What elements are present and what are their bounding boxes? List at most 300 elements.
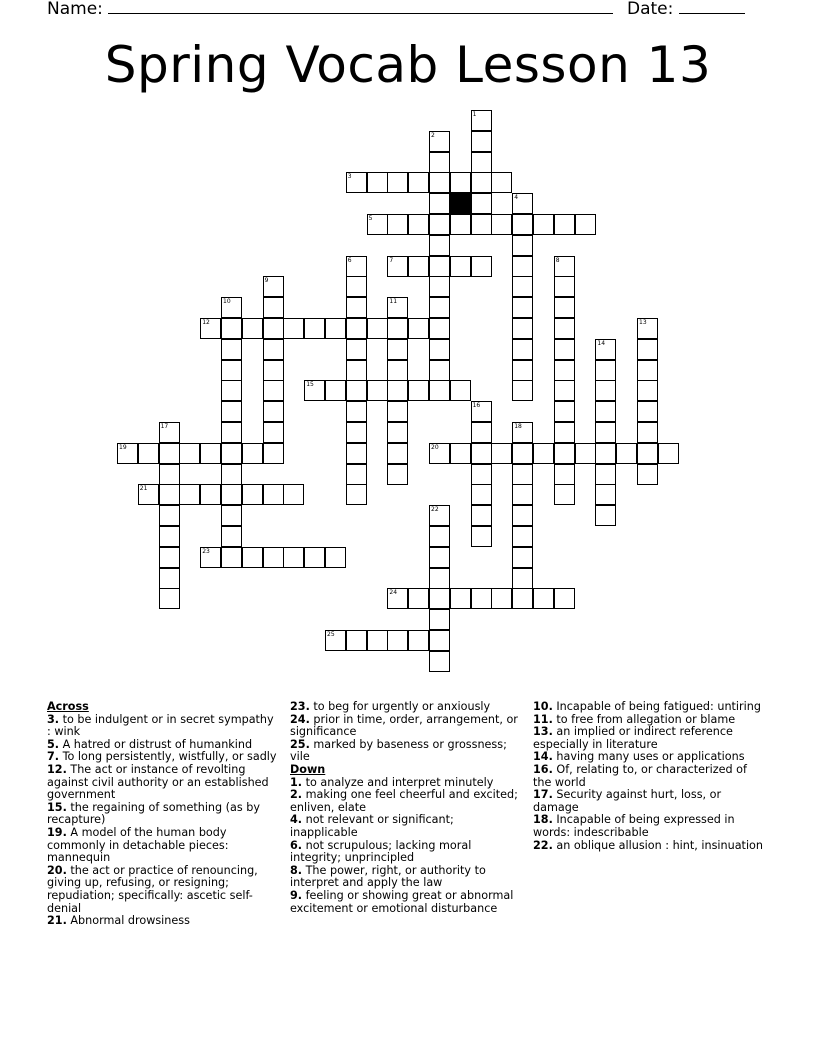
grid-cell[interactable] (387, 422, 408, 443)
grid-cell[interactable] (429, 235, 450, 256)
grid-cell[interactable] (595, 464, 616, 485)
clue-number: 9 (264, 277, 269, 285)
grid-cell[interactable] (138, 484, 159, 505)
grid-cell[interactable] (450, 172, 471, 193)
clue-number: 5 (368, 215, 373, 222)
clue-item-text: A hatred or distrust of humankind (59, 737, 253, 751)
clue-item-text: the regaining of something (as by recapture) (47, 800, 261, 827)
grid-cell[interactable] (346, 464, 367, 485)
grid-cell[interactable] (304, 380, 325, 401)
clue-item-text: Abnormal drowsiness (66, 914, 190, 928)
clue-item-text: the act or practice of renouncing, giving up, refusing, or resigning; repudiation; specifically: ascetic self-denial (47, 863, 258, 915)
grid-cell[interactable] (512, 276, 533, 297)
grid-cell[interactable] (554, 588, 575, 609)
grid-cell[interactable] (450, 588, 471, 609)
grid-cell[interactable] (637, 422, 658, 443)
grid-cell[interactable] (554, 256, 575, 277)
grid-cell[interactable] (159, 443, 180, 464)
grid-cell[interactable] (637, 443, 658, 464)
clue-number: 8 (555, 256, 560, 264)
grid-cell[interactable] (595, 505, 616, 526)
grid-cell[interactable] (367, 214, 388, 235)
grid-cell[interactable] (450, 256, 471, 277)
grid-cell[interactable] (554, 276, 575, 297)
grid-cell[interactable] (595, 484, 616, 505)
clue-number: 14 (597, 339, 606, 347)
clue-item-text: Of, relating to, or characterized of the world (533, 762, 747, 789)
grid-cell[interactable] (429, 380, 450, 401)
grid-cell[interactable] (533, 588, 554, 609)
name-label: Name: (47, 0, 103, 19)
grid-cell[interactable] (263, 401, 284, 422)
grid-cell[interactable] (346, 318, 367, 339)
grid-cell[interactable] (200, 318, 221, 339)
clue-item (47, 827, 279, 865)
grid-cell[interactable] (408, 214, 429, 235)
clue-number: 18 (514, 423, 522, 430)
grid-cell[interactable] (429, 193, 450, 214)
grid-cell[interactable] (471, 484, 492, 505)
grid-cell[interactable] (387, 443, 408, 464)
grid-cell[interactable] (429, 131, 450, 152)
clue-number: 22 (431, 506, 439, 514)
grid-cell[interactable] (595, 339, 616, 360)
clue-item-number: 17. (533, 788, 553, 802)
grid-cell[interactable] (595, 380, 616, 401)
clue-item-number: 23. (290, 700, 310, 713)
grid-cell[interactable] (387, 630, 408, 651)
grid-cell[interactable] (346, 630, 367, 651)
clues-column-1 (47, 701, 279, 928)
grid-cell[interactable] (512, 193, 533, 214)
clue-number: 13 (639, 319, 647, 326)
grid-cell[interactable] (512, 339, 533, 360)
grid-cell[interactable] (221, 297, 242, 318)
grid-cell[interactable] (221, 464, 242, 485)
clue-item-text: to analyze and interpret minutely (302, 775, 494, 789)
clue-item-text: A model of the human body commonly in detachable pieces: mannequin (47, 825, 229, 865)
grid-cell[interactable] (429, 526, 450, 547)
grid-cell[interactable] (387, 360, 408, 381)
grid-cell[interactable] (367, 318, 388, 339)
grid-cell[interactable] (159, 484, 180, 505)
clue-item-number: 19. (47, 825, 67, 839)
clue-item (47, 714, 279, 739)
grid-cell[interactable] (429, 214, 450, 235)
grid-cell[interactable] (429, 360, 450, 381)
clue-item-text: The act or instance of revolting against civil authority or an established government (47, 762, 269, 802)
clue-number: 11 (389, 298, 398, 306)
grid-cell[interactable] (512, 360, 533, 381)
grid-cell[interactable] (263, 276, 284, 297)
clue-item (533, 789, 765, 814)
grid-cell[interactable] (429, 276, 450, 297)
clue-number: 12 (202, 319, 210, 326)
grid-cell[interactable] (263, 443, 284, 464)
grid-cell[interactable] (429, 651, 450, 672)
clue-number: 10 (223, 298, 231, 306)
clue-item-text: to free from allegation or blame (552, 712, 736, 726)
clue-item (533, 764, 765, 789)
grid-cell[interactable] (408, 588, 429, 609)
grid-cell[interactable] (179, 484, 200, 505)
clue-item-text: making one feel cheerful and excited; enliven, elate (290, 788, 518, 814)
clue-item-number: 10. (533, 700, 553, 713)
grid-cell[interactable] (512, 464, 533, 485)
grid-cell[interactable] (408, 318, 429, 339)
clue-item-number: 14. (533, 750, 553, 764)
grid-cell[interactable] (554, 380, 575, 401)
grid-cell[interactable] (408, 630, 429, 651)
grid-cell[interactable] (450, 380, 471, 401)
grid-cell[interactable] (512, 443, 533, 464)
grid-cell[interactable] (512, 318, 533, 339)
grid-cell[interactable] (512, 380, 533, 401)
grid-cell[interactable] (387, 318, 408, 339)
grid-cell[interactable] (429, 588, 450, 609)
grid-cell[interactable] (471, 172, 492, 193)
grid-cell[interactable] (429, 505, 450, 526)
grid-cell[interactable] (387, 380, 408, 401)
grid-cell[interactable] (387, 401, 408, 422)
grid-cell[interactable] (408, 172, 429, 193)
grid-cell[interactable] (138, 443, 159, 464)
clue-item-number: 18. (533, 813, 553, 827)
grid-cell[interactable] (387, 339, 408, 360)
clue-item-text: not relevant or significant; inapplicable (290, 813, 454, 839)
grid-cell[interactable] (512, 297, 533, 318)
grid-cell[interactable] (429, 318, 450, 339)
grid-cell[interactable] (304, 547, 325, 568)
grid-cell[interactable] (491, 588, 512, 609)
clue-number: 15 (306, 381, 314, 389)
clue-item-number: 15. (47, 800, 67, 814)
grid-cell[interactable] (367, 172, 388, 193)
grid-cell[interactable] (346, 380, 367, 401)
grid-cell[interactable] (471, 214, 492, 235)
grid-cell[interactable] (512, 547, 533, 568)
grid-cell[interactable] (263, 547, 284, 568)
clue-item (290, 840, 522, 865)
clue-item-number: 4. (290, 813, 303, 827)
grid-cell[interactable] (387, 172, 408, 193)
clue-item-text: Incapable of being expressed in words: indescribable (533, 813, 735, 839)
clue-number: 19 (119, 443, 127, 451)
grid-cell[interactable] (346, 339, 367, 360)
grid-cell[interactable] (554, 401, 575, 422)
grid-cell[interactable] (263, 297, 284, 318)
grid-cell[interactable] (159, 588, 180, 609)
grid-cell[interactable] (346, 297, 367, 318)
grid-cell[interactable] (325, 318, 346, 339)
grid-cell[interactable] (346, 360, 367, 381)
grid-cell[interactable] (221, 443, 242, 464)
across-heading: Across (47, 700, 89, 713)
grid-cell[interactable] (263, 380, 284, 401)
clue-number: 6 (347, 256, 352, 264)
grid-cell[interactable] (200, 484, 221, 505)
clue-item-number: 11. (533, 712, 553, 726)
grid-cell[interactable] (658, 443, 679, 464)
grid-cell[interactable] (221, 484, 242, 505)
clue-item-text: not scrupulous; lacking moral integrity; unprincipled (290, 838, 472, 865)
clue-number: 17 (160, 423, 169, 430)
grid-cell[interactable] (637, 339, 658, 360)
grid-cell[interactable] (346, 484, 367, 505)
grid-cell[interactable] (471, 193, 492, 214)
clue-item (533, 814, 765, 839)
grid-cell[interactable] (387, 588, 408, 609)
clue-item (290, 714, 522, 739)
grid-cell[interactable] (512, 214, 533, 235)
grid-cell[interactable] (159, 422, 180, 443)
grid-cell[interactable] (471, 110, 492, 131)
clue-number: 4 (514, 194, 519, 202)
grid-cell[interactable] (450, 443, 471, 464)
grid-cell[interactable] (637, 318, 658, 339)
grid-cell[interactable] (637, 380, 658, 401)
down-heading: Down (290, 762, 326, 776)
clue-item-number: 6. (290, 838, 303, 852)
clue-item-number: 16. (533, 762, 553, 776)
grid-cell[interactable] (512, 505, 533, 526)
clue-item-number: 1. (290, 775, 303, 789)
grid-cell[interactable] (346, 256, 367, 277)
grid-cell[interactable] (283, 484, 304, 505)
clue-item-number: 2. (290, 788, 303, 802)
grid-cell[interactable] (263, 339, 284, 360)
clue-item-text: an oblique allusion : hint, insinuation (552, 838, 763, 852)
grid-cell[interactable] (117, 443, 138, 464)
grid-cell[interactable] (408, 256, 429, 277)
grid-cell[interactable] (159, 464, 180, 485)
grid-cell[interactable] (242, 318, 263, 339)
clue-item-text: having many uses or applications (552, 750, 745, 764)
grid-cell[interactable] (429, 609, 450, 630)
clue-item-number: 13. (533, 725, 553, 739)
grid-cell[interactable] (471, 152, 492, 173)
clue-item-text: To long persistently, wistfully, or sadly (59, 750, 277, 764)
clue-item (290, 789, 522, 814)
grid-cell[interactable] (387, 464, 408, 485)
clue-item-number: 21. (47, 914, 67, 928)
grid-cell[interactable] (263, 484, 284, 505)
clue-item-text: Incapable of being fatigued: untiring (552, 700, 761, 713)
grid-cell[interactable] (471, 588, 492, 609)
clue-number: 24 (389, 589, 398, 597)
grid-cell[interactable] (429, 152, 450, 173)
grid-cell[interactable] (179, 443, 200, 464)
clue-item-text: an implied or indirect reference especially in literature (533, 725, 733, 751)
grid-cell[interactable] (637, 464, 658, 485)
grid-cell[interactable] (367, 380, 388, 401)
grid-cell[interactable] (471, 464, 492, 485)
clue-item-number: 25. (290, 737, 310, 751)
grid-cell[interactable] (429, 547, 450, 568)
grid-cell[interactable] (491, 443, 512, 464)
grid-cell[interactable] (346, 401, 367, 422)
clue-item-number: 7. (47, 750, 60, 764)
grid-cell[interactable] (325, 380, 346, 401)
clue-number: 25 (327, 631, 335, 638)
grid-cell[interactable] (491, 214, 512, 235)
clue-number: 23 (202, 547, 210, 555)
date-label: Date: (627, 0, 674, 19)
grid-cell[interactable] (471, 422, 492, 443)
grid-cell[interactable] (429, 443, 450, 464)
clue-item (533, 726, 765, 751)
clue-number: 1 (472, 111, 477, 118)
grid-cell[interactable] (512, 526, 533, 547)
grid-cell[interactable] (471, 256, 492, 277)
clue-item (47, 802, 279, 827)
grid-cell[interactable] (554, 360, 575, 381)
grid-cell[interactable] (595, 422, 616, 443)
grid-cell[interactable] (221, 401, 242, 422)
clue-item-number: 9. (290, 888, 303, 902)
clue-item (47, 915, 279, 928)
grid-cell[interactable] (512, 568, 533, 589)
grid-cell[interactable] (346, 276, 367, 297)
grid-cell[interactable] (346, 172, 367, 193)
grid-cell[interactable] (221, 360, 242, 381)
clue-item-number: 12. (47, 762, 67, 776)
grid-cell[interactable] (450, 214, 471, 235)
clue-item-number: 22. (533, 838, 553, 852)
grid-cell[interactable] (554, 443, 575, 464)
clue-item (290, 739, 522, 764)
clue-number: 20 (431, 443, 439, 451)
grid-cell[interactable] (200, 547, 221, 568)
grid-cell[interactable] (263, 318, 284, 339)
grid-cell[interactable] (491, 172, 512, 193)
grid-cell[interactable] (221, 526, 242, 547)
grid-cell[interactable] (471, 401, 492, 422)
grid-cell[interactable] (221, 422, 242, 443)
grid-cell[interactable] (533, 443, 554, 464)
grid-cell[interactable] (159, 505, 180, 526)
grid-cell[interactable] (159, 526, 180, 547)
grid-cell[interactable] (387, 256, 408, 277)
grid-cell[interactable] (159, 547, 180, 568)
grid-cell[interactable] (512, 422, 533, 443)
grid-cell[interactable] (325, 630, 346, 651)
grid-cell[interactable] (554, 297, 575, 318)
grid-cell[interactable] (242, 484, 263, 505)
clue-item-text: to be indulgent or in secret sympathy : wink (47, 712, 274, 739)
clue-number: 21 (139, 485, 148, 493)
grid-cell[interactable] (512, 484, 533, 505)
grid-cell[interactable] (408, 380, 429, 401)
clue-item (290, 890, 522, 915)
grid-cell[interactable] (595, 401, 616, 422)
grid-cell[interactable] (263, 422, 284, 443)
clue-number: 2 (431, 131, 435, 139)
grid-cell[interactable] (554, 339, 575, 360)
grid-cell[interactable] (429, 172, 450, 193)
grid-cell[interactable] (387, 214, 408, 235)
grid-cell[interactable] (221, 547, 242, 568)
grid-cell[interactable] (471, 526, 492, 547)
grid-cell[interactable] (512, 256, 533, 277)
page-title: Spring Vocab Lesson 13 (104, 36, 712, 94)
clue-item (290, 865, 522, 890)
grid-cell[interactable] (221, 339, 242, 360)
grid-cell[interactable] (346, 422, 367, 443)
grid-cell[interactable] (346, 443, 367, 464)
grid-cell[interactable] (325, 547, 346, 568)
clue-item-number: 3. (47, 712, 60, 726)
grid-cell[interactable] (616, 443, 637, 464)
grid-cell[interactable] (637, 401, 658, 422)
clues-column-2 (290, 701, 522, 915)
grid-cell[interactable] (387, 297, 408, 318)
grid-cell[interactable] (575, 443, 596, 464)
clue-item-text: feeling or showing great or abnormal excitement or emotional disturbance (290, 888, 514, 915)
grid-cell[interactable] (554, 464, 575, 485)
grid-cell[interactable] (367, 630, 388, 651)
clue-item-number: 20. (47, 863, 67, 877)
grid-cell[interactable] (221, 318, 242, 339)
clue-item-number: 8. (290, 863, 303, 877)
grid-cell[interactable] (429, 568, 450, 589)
grid-cell[interactable] (429, 339, 450, 360)
grid-cell[interactable] (512, 235, 533, 256)
clue-item (47, 865, 279, 915)
grid-cell[interactable] (554, 484, 575, 505)
clue-number: 3 (347, 173, 352, 181)
grid-cell[interactable] (554, 214, 575, 235)
grid-cell[interactable] (200, 443, 221, 464)
clue-item (533, 840, 765, 853)
clue-item-text: marked by baseness or grossness; vile (290, 737, 507, 764)
grid-cell[interactable] (595, 443, 616, 464)
grid-cell[interactable] (429, 256, 450, 277)
grid-cell[interactable] (595, 360, 616, 381)
grid-cell[interactable] (575, 214, 596, 235)
grid-cell[interactable] (242, 547, 263, 568)
clue-item-number: 24. (290, 712, 310, 726)
grid-cell[interactable] (471, 505, 492, 526)
grid-cell[interactable] (159, 568, 180, 589)
grid-cell[interactable] (429, 297, 450, 318)
grid-cell[interactable] (283, 318, 304, 339)
grid-cell[interactable] (242, 443, 263, 464)
grid-cell[interactable] (304, 318, 325, 339)
clue-item-text: Security against hurt, loss, or damage (533, 788, 722, 814)
clue-item-number: 5. (47, 737, 60, 751)
grid-cell[interactable] (429, 630, 450, 651)
clue-number: 16 (472, 402, 481, 410)
grid-cell[interactable] (471, 131, 492, 152)
clue-number: 7 (389, 256, 394, 264)
clue-item-text: prior in time, order, arrangement, or significance (290, 712, 518, 739)
clues-column-3 (533, 701, 765, 852)
grid-cell[interactable] (221, 380, 242, 401)
grid-cell[interactable] (554, 318, 575, 339)
grid-cell[interactable] (471, 443, 492, 464)
grid-cell[interactable] (221, 505, 242, 526)
grid-cell[interactable] (512, 588, 533, 609)
black-cell (450, 193, 471, 214)
clue-item-text: to beg for urgently or anxiously (309, 700, 491, 713)
grid-cell[interactable] (263, 360, 284, 381)
grid-cell[interactable] (283, 547, 304, 568)
grid-cell[interactable] (533, 214, 554, 235)
grid-cell[interactable] (637, 360, 658, 381)
grid-cell[interactable] (554, 422, 575, 443)
clue-item-text: The power, right, or authority to interpret and apply the law (290, 863, 486, 890)
